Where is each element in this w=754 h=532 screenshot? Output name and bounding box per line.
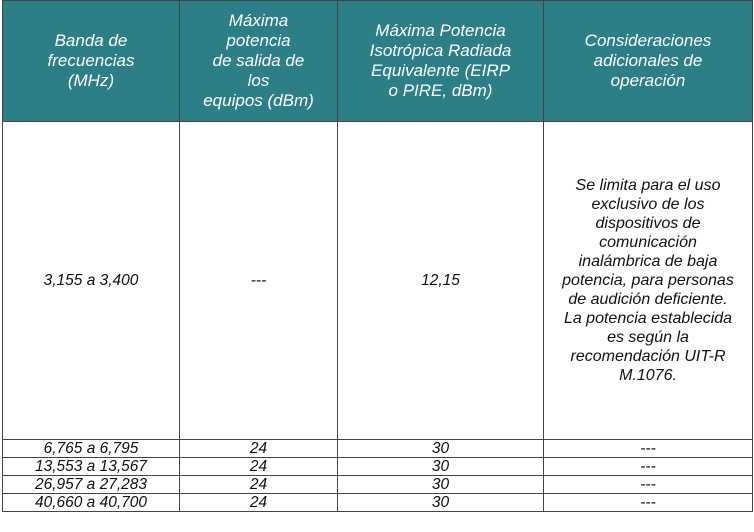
cell-band: 40,660 a 40,700	[3, 494, 180, 512]
cell-notes: Se limita para el uso exclusivo de los dispositivos de comunicación inalámbrica de baja potencia, para personas de audición deficiente. La potencia establecida es según la recomendación UIT-R M.1076.	[544, 122, 753, 440]
cell-max-output: 24	[180, 494, 338, 512]
cell-max-output: 24	[180, 440, 338, 458]
cell-notes: ---	[544, 458, 753, 476]
cell-eirp: 12,15	[338, 122, 544, 440]
cell-max-output: 24	[180, 458, 338, 476]
table-row	[3, 494, 753, 512]
table-row	[3, 458, 753, 476]
header-band: Banda de frecuencias (MHz)	[3, 1, 180, 122]
cell-max-output: ---	[180, 122, 338, 440]
header-eirp: Máxima Potencia Isotrópica Radiada Equivalente (EIRP o PIRE, dBm)	[338, 1, 544, 122]
table-row	[3, 476, 753, 494]
cell-eirp: 30	[338, 458, 544, 476]
cell-notes: ---	[544, 476, 753, 494]
cell-band: 26,957 a 27,283	[3, 476, 180, 494]
frequency-table	[2, 0, 753, 512]
cell-eirp: 30	[338, 440, 544, 458]
cell-eirp: 30	[338, 494, 544, 512]
table-row	[3, 122, 753, 440]
table-row	[3, 440, 753, 458]
cell-notes: ---	[544, 494, 753, 512]
cell-band: 13,553 a 13,567	[3, 458, 180, 476]
cell-eirp: 30	[338, 476, 544, 494]
header-row	[3, 1, 753, 122]
cell-max-output: 24	[180, 476, 338, 494]
cell-notes: ---	[544, 440, 753, 458]
cell-band: 3,155 a 3,400	[3, 122, 180, 440]
header-notes: Consideraciones adicionales de operación	[544, 1, 753, 122]
cell-band: 6,765 a 6,795	[3, 440, 180, 458]
header-max-output: Máxima potencia de salida de los equipos (dBm)	[180, 1, 338, 122]
